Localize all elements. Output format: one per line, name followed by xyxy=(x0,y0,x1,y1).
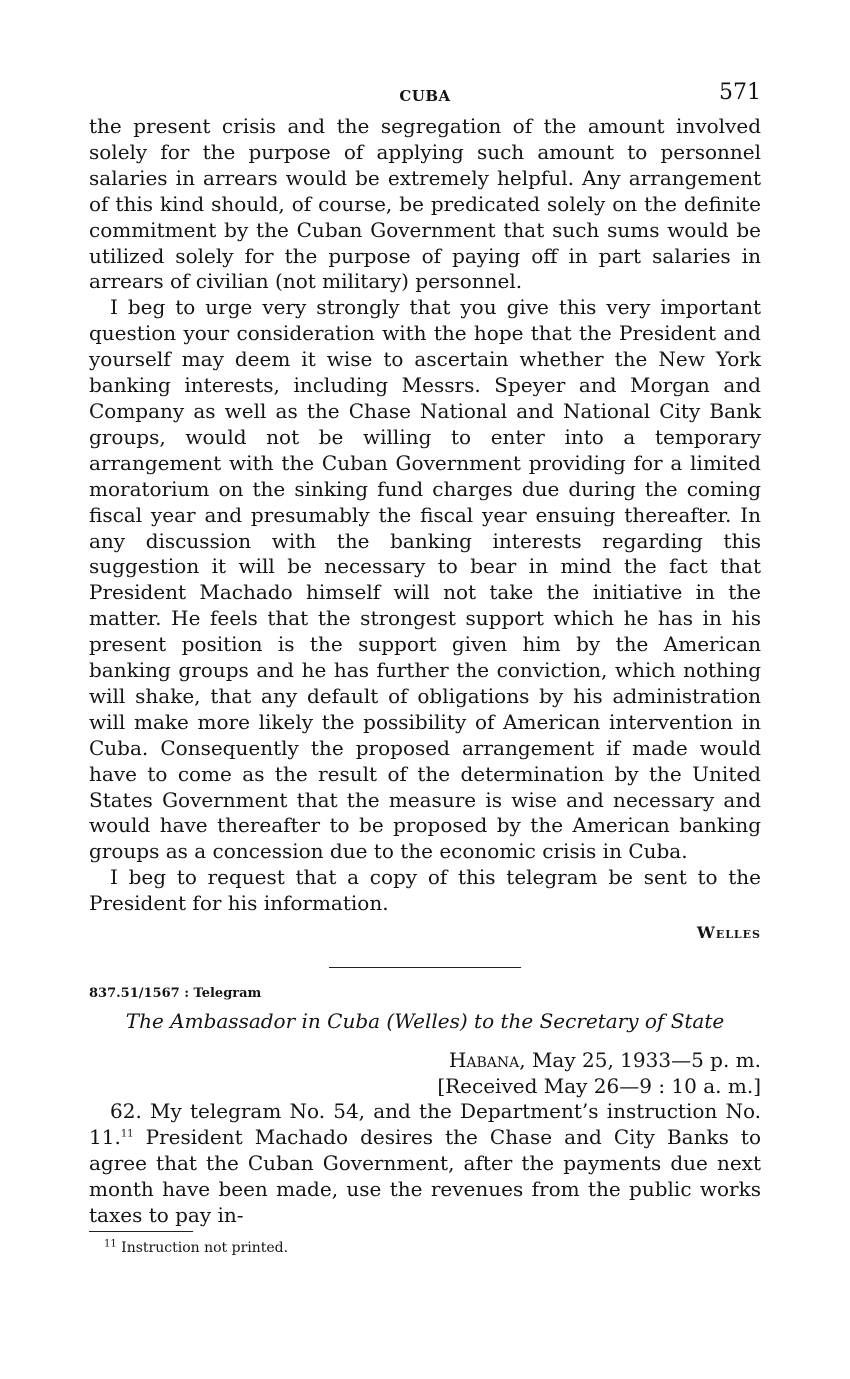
paragraph-urge: I beg to urge very strongly that you give this very important question your consideration with the hope that the President and yourself may deem it wise to ascertain whether the New York banking interests, including Messrs. Speyer and Morgan and Company as well as the Chase National and National City Bank groups, would not be willing to enter into a temporary arrangement with the Cuban Government providing for a limited moratorium on the sinking fund charges due during the coming fiscal year and presumably the fiscal year ensuing thereafter. In any discussion with the banking interests regarding this suggestion it will be necessary to bear in mind the fact that President Machado himself will not take the initiative in the matter. He feels that the strongest support which he has in his present position is the support given him by the American banking groups and he has further the conviction, which nothing will shake, that any default of obligations by his administration will make more likely the possibility of American intervention in Cuba. Consequently the proposed arrangement if made would have to come as the result of the determination by the United States Government that the measure is wise and necessary and would have thereafter to be proposed by the American banking groups as a concession due to the economic crisis in Cuba. xyxy=(89,295,761,864)
section-divider xyxy=(329,967,521,968)
footnote xyxy=(89,1237,761,1256)
paragraph-request: I beg to request that a copy of this telegram be sent to the President for his information. xyxy=(89,865,761,916)
dateline xyxy=(89,1047,761,1099)
dateline-place: Habana xyxy=(448,1048,520,1073)
page-number: 571 xyxy=(719,80,761,105)
paragraph-continuation: the present crisis and the segregation of the amount involved solely for the purpose of applying such amount to personnel salaries in arrears would be extremely helpful. Any arrangement of this kind should, of course, be predicated solely on the definite commitment by the Cuban Government that such sums would be utilized solely for the purpose of paying off in part salaries in arrears of civilian (not military) personnel. xyxy=(89,114,761,294)
signature: Welles xyxy=(696,923,761,943)
document-page xyxy=(89,80,761,1256)
telegram-body xyxy=(89,1099,761,1229)
footnote-reference: 11 xyxy=(120,1128,134,1140)
telegram-text-start: 62. My telegram No. 54, and the Department’s instruction No. 11. xyxy=(89,1099,761,1149)
running-header xyxy=(89,80,761,114)
footnote-marker: 11 xyxy=(104,1237,117,1249)
footnote-text: Instruction not printed. xyxy=(116,1239,289,1256)
footnote-rule xyxy=(89,1231,193,1232)
file-number: 837.51/1567 : Telegram xyxy=(89,986,262,1002)
dateline-date: , May 25, 1933—5 p. m. xyxy=(519,1048,761,1073)
document-title: The Ambassador in Cuba (Welles) to the Secretary of State xyxy=(125,1009,725,1034)
dateline-received: [Received May 26—9 : 10 a. m.] xyxy=(437,1074,761,1099)
dateline-sent xyxy=(89,1047,761,1073)
telegram-text-rest: President Machado desires the Chase and City Banks to agree that the Cuban Government, after the payments due next month have been made, use the revenues from the public works taxes to pay in- xyxy=(89,1125,761,1227)
running-title: CUBA xyxy=(399,87,451,105)
